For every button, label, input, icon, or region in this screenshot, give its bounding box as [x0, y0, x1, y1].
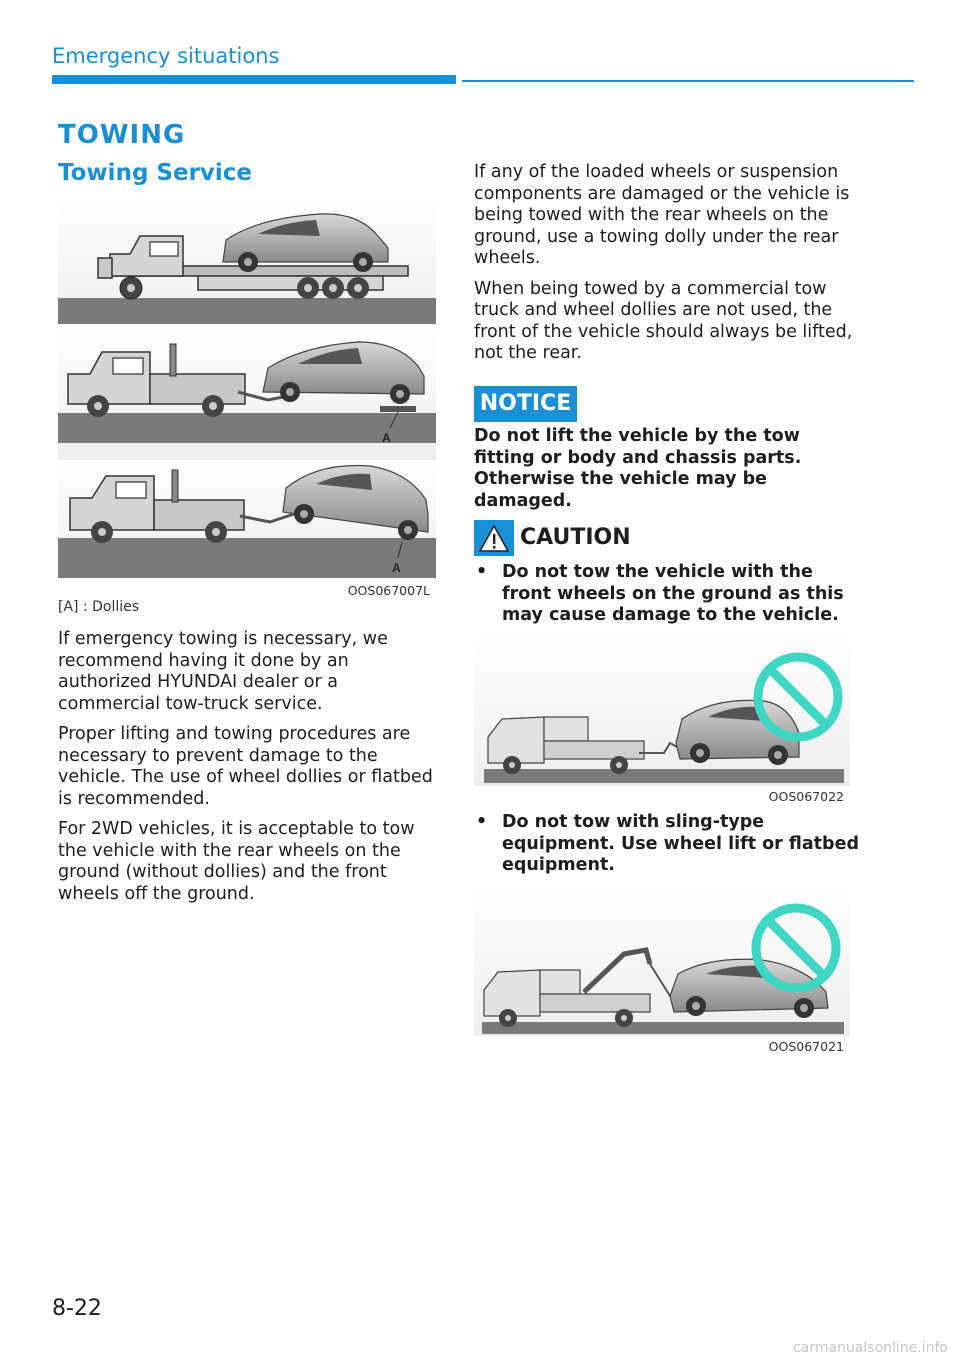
- page-subtitle: Towing Service: [58, 160, 253, 186]
- bullet-dot: •: [476, 562, 488, 582]
- caution-item-2: [476, 812, 866, 878]
- figure3-code: OOS067021: [768, 1039, 844, 1054]
- panel1-road: [58, 298, 436, 324]
- fig3-road: [482, 1022, 844, 1034]
- right-paragraph-1: If any of the loaded wheels or suspension components are damaged or the vehicle is being towed with the rear wheels on the ground, use a towing dolly under the rear wheels.: [474, 162, 850, 268]
- header-rule-thin: [462, 80, 914, 82]
- notice-text: Do not lift the vehicle by the tow fitting or body and chassis parts. Otherwise the vehicle may be damaged.: [474, 426, 802, 511]
- page-title: TOWING: [58, 120, 186, 150]
- left-paragraph-1: If emergency towing is necessary, we recommend having it done by an authorized HYUNDAI dealer or a commercial tow-truck service.: [58, 629, 388, 714]
- notice-badge: NOTICE: [474, 386, 577, 422]
- right-column-text: [474, 162, 854, 374]
- right-paragraph-2: When being towed by a commercial tow truck and wheel dollies are not used, the front of the vehicle should always be lifted, not the rear.: [474, 278, 853, 363]
- bullet-dot: •: [476, 812, 488, 832]
- sling-type-prohibited-figure: [474, 884, 850, 1036]
- caution-item-1-text: Do not tow the vehicle with the front wheels on the ground as this may cause damage to the vehicle.: [502, 562, 844, 625]
- header-rule-thick: [52, 75, 456, 84]
- section-header: Emergency situations: [52, 44, 280, 68]
- left-paragraph-3: For 2WD vehicles, it is acceptable to tow the vehicle with the rear wheels on the ground (without dollies) and the front wheels off the ground.: [58, 819, 415, 904]
- panel3-road: [58, 538, 436, 578]
- panel2-road: [58, 413, 436, 443]
- figure1-caption: [A] : Dollies: [58, 599, 140, 615]
- dolly-label-a1: A: [382, 431, 391, 445]
- towing-methods-figure: [58, 196, 436, 598]
- figure2-code: OOS067022: [768, 789, 844, 804]
- front-wheels-prohibited-figure: [474, 633, 850, 786]
- caution-item-1: [476, 562, 866, 628]
- figure1-code: OOS067007L: [347, 583, 430, 598]
- caution-title: CAUTION: [520, 525, 631, 550]
- dolly-label-a2: A: [392, 561, 401, 575]
- left-column-text: [58, 629, 438, 914]
- caution-warning-icon: [474, 520, 514, 556]
- towing-methods-illustration: [58, 196, 436, 598]
- page-number: 8-22: [52, 1296, 102, 1321]
- watermark: carmanualsonline.info: [793, 1340, 948, 1356]
- caution-item-2-text: Do not tow with sling-type equipment. Use wheel lift or flatbed equipment.: [502, 812, 859, 875]
- left-paragraph-2: Proper lifting and towing procedures are necessary to prevent damage to the vehicle. The use of wheel dollies or flatbed is recommended.: [58, 724, 433, 809]
- fig2-road: [484, 769, 844, 783]
